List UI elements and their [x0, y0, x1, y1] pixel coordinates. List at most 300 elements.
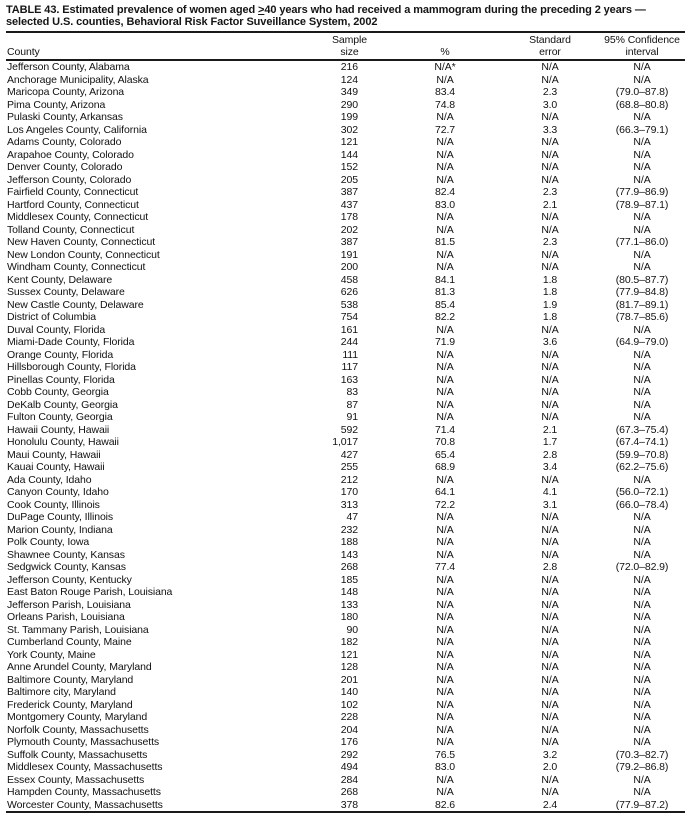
table-title — [6, 5, 685, 28]
table-row — [6, 699, 685, 712]
standard-error-cell: N/A — [541, 73, 559, 86]
percent-cell: 81.3 — [434, 286, 456, 298]
county-cell: Shawnee County, Kansas — [7, 548, 125, 561]
title-line1-part1: TABLE 43. Estimated prevalence of women aged — [6, 4, 259, 16]
standard-error-cell: 2.1 — [542, 198, 558, 211]
county-cell: Arapahoe County, Colorado — [7, 148, 134, 161]
table-row — [6, 386, 685, 399]
standard-error-cell: N/A — [541, 473, 559, 486]
standard-error-cell: N/A — [541, 223, 559, 236]
sample-size-cell: 83 — [346, 386, 358, 398]
table-body — [6, 60, 685, 812]
sample-size-cell: 178 — [340, 211, 358, 223]
county-cell: Cobb County, Georgia — [7, 386, 109, 398]
county-cell: Miami-Dade County, Florida — [7, 336, 135, 348]
confidence-interval-column-header — [599, 32, 685, 60]
standard-error-cell: 3.1 — [542, 498, 558, 511]
percent-cell: N/A — [436, 586, 454, 598]
standard-error-cell: N/A — [541, 623, 559, 636]
sample-size-cell: 592 — [340, 423, 358, 436]
confidence-interval-cell: N/A — [633, 361, 651, 373]
percent-cell: N/A — [436, 111, 454, 123]
percent-cell: N/A — [436, 611, 454, 623]
standard-error-cell: N/A — [541, 636, 559, 648]
sample-size-cell: 284 — [340, 773, 358, 786]
sample-size-cell: 458 — [340, 273, 358, 286]
table-row — [6, 399, 685, 412]
confidence-interval-cell: N/A — [633, 386, 651, 398]
table-row — [6, 611, 685, 624]
standard-error-cell: N/A — [541, 698, 559, 711]
standard-error-cell: N/A — [541, 536, 559, 548]
county-cell: Anne Arundel County, Maryland — [7, 661, 152, 673]
table-header — [6, 32, 685, 60]
percent-cell: N/A — [436, 711, 454, 723]
confidence-interval-cell: (78.9–87.1) — [615, 198, 669, 211]
county-cell: Fairfield County, Connecticut — [7, 186, 139, 198]
county-cell: New London County, Connecticut — [7, 248, 160, 261]
table-row — [6, 461, 685, 474]
standard-error-cell: 3.2 — [542, 748, 558, 761]
sample-size-cell: 91 — [346, 411, 358, 423]
sample-header-line2: size — [340, 45, 359, 58]
standard-error-cell: 1.8 — [542, 311, 558, 323]
table-row — [6, 761, 685, 774]
table-row — [6, 549, 685, 562]
percent-cell: 77.4 — [434, 561, 456, 573]
confidence-interval-cell: (67.3–75.4) — [615, 423, 669, 436]
percent-cell: N/A — [436, 636, 454, 648]
table-row — [6, 211, 685, 224]
standard-error-cell: N/A — [541, 361, 559, 373]
county-cell: Suffolk County, Massachusetts — [7, 748, 148, 761]
standard-error-cell: N/A — [541, 211, 559, 223]
percent-cell: 72.7 — [434, 123, 456, 136]
county-cell: Jefferson County, Alabama — [7, 61, 130, 73]
confidence-interval-cell: N/A — [633, 661, 651, 673]
sample-size-cell: 128 — [340, 661, 358, 673]
percent-cell: N/A — [436, 136, 454, 148]
county-cell: Hartford County, Connecticut — [7, 198, 139, 211]
sample-size-cell: 117 — [341, 361, 358, 373]
table-row — [6, 786, 685, 799]
percent-cell: N/A — [436, 373, 454, 386]
county-cell: Hawaii County, Hawaii — [7, 423, 110, 436]
sample-size-cell: 121 — [340, 648, 358, 661]
sample-size-cell: 170 — [340, 486, 358, 498]
percent-cell: N/A — [436, 161, 454, 173]
table-row — [6, 60, 685, 74]
percent-cell: 65.4 — [434, 448, 456, 461]
county-cell: Jefferson County, Colorado — [7, 173, 132, 186]
sample-size-cell: 212 — [340, 473, 358, 486]
county-cell: Frederick County, Maryland — [7, 698, 133, 711]
table-row — [6, 236, 685, 249]
percent-cell: N/A — [436, 511, 454, 523]
confidence-interval-cell: N/A — [633, 536, 651, 548]
sample-size-cell: 313 — [340, 498, 358, 511]
table-row — [6, 736, 685, 749]
confidence-interval-cell: N/A — [633, 473, 651, 486]
sample-size-cell: 626 — [340, 286, 358, 298]
table-row — [6, 336, 685, 349]
percent-cell: N/A — [436, 786, 454, 798]
sample-size-cell: 176 — [340, 736, 358, 748]
county-cell: Middlesex County, Connecticut — [7, 211, 149, 223]
confidence-interval-cell: (77.9–84.8) — [615, 286, 669, 298]
percent-cell: 72.2 — [434, 498, 456, 511]
county-cell: Fulton County, Georgia — [7, 411, 113, 423]
standard-error-cell: N/A — [541, 61, 559, 73]
percent-cell: 85.4 — [434, 298, 456, 311]
table-row — [6, 286, 685, 299]
confidence-interval-cell: N/A — [633, 511, 651, 523]
percent-cell: N/A — [436, 173, 454, 186]
standard-error-cell: N/A — [541, 398, 559, 411]
county-cell: Maui County, Hawaii — [7, 448, 101, 461]
percent-cell: N/A — [436, 398, 454, 411]
percent-cell: 84.1 — [434, 273, 456, 286]
standard-error-cell: 3.4 — [542, 461, 558, 473]
table-row — [6, 149, 685, 162]
header-row — [6, 32, 685, 60]
standard-error-cell: N/A — [541, 523, 559, 536]
standard-error-cell: 3.0 — [542, 98, 558, 111]
sample-size-cell: 111 — [342, 348, 358, 361]
standard-error-cell: N/A — [541, 586, 559, 598]
confidence-interval-cell: (56.0–72.1) — [615, 486, 669, 498]
standard-error-cell: 1.7 — [542, 436, 558, 448]
sample-size-cell: 199 — [340, 111, 358, 123]
table-row — [6, 86, 685, 99]
county-cell: Marion County, Indiana — [7, 523, 113, 536]
table-row — [6, 324, 685, 337]
standard-error-cell: 2.3 — [542, 236, 558, 248]
table-row — [6, 574, 685, 587]
table-row — [6, 511, 685, 524]
county-cell: Adams County, Colorado — [7, 136, 122, 148]
table-row — [6, 436, 685, 449]
table-row — [6, 111, 685, 124]
sample-size-cell: 121 — [340, 136, 358, 148]
standard-error-cell: N/A — [541, 673, 559, 686]
sample-size-cell: 754 — [340, 311, 358, 323]
table-row — [6, 774, 685, 787]
table-row — [6, 74, 685, 87]
confidence-interval-cell: N/A — [633, 598, 651, 611]
county-cell: Hampden County, Massachusetts — [7, 786, 161, 798]
sample-size-cell: 47 — [346, 511, 358, 523]
confidence-interval-cell: N/A — [633, 636, 651, 648]
sample-size-cell: 268 — [340, 786, 358, 798]
confidence-interval-cell: N/A — [633, 698, 651, 711]
table-row — [6, 624, 685, 637]
table-row — [6, 499, 685, 512]
confidence-interval-cell: N/A — [633, 611, 651, 623]
se-header-line2: error — [539, 45, 561, 58]
table-row — [6, 361, 685, 374]
percent-cell: 83.0 — [434, 761, 456, 773]
ci-header-line2: interval — [625, 45, 659, 58]
percent-cell: N/A — [436, 361, 454, 373]
percent-cell: N/A — [436, 73, 454, 86]
standard-error-cell: 1.9 — [542, 298, 558, 311]
confidence-interval-cell: (67.4–74.1) — [615, 436, 669, 448]
standard-error-cell: N/A — [541, 173, 559, 186]
table-row — [6, 661, 685, 674]
standard-error-cell: 4.1 — [542, 486, 558, 498]
confidence-interval-cell: (81.7–89.1) — [615, 298, 669, 311]
sample-size-cell: 202 — [340, 223, 358, 236]
county-cell: Polk County, Iowa — [7, 536, 90, 548]
standard-error-cell: 2.1 — [542, 423, 558, 436]
confidence-interval-cell: N/A — [633, 586, 651, 598]
percent-cell: 68.9 — [434, 461, 456, 473]
sample-size-cell: 144 — [340, 148, 358, 161]
county-cell: Sussex County, Delaware — [7, 286, 125, 298]
confidence-interval-cell: N/A — [633, 111, 651, 123]
confidence-interval-cell: N/A — [633, 786, 651, 798]
county-cell: Pulaski County, Arkansas — [7, 111, 123, 123]
confidence-interval-cell: N/A — [633, 348, 651, 361]
confidence-interval-cell: N/A — [633, 773, 651, 786]
table-row — [6, 674, 685, 687]
county-cell: Plymouth County, Massachusetts — [7, 736, 160, 748]
prevalence-table — [6, 31, 685, 813]
confidence-interval-cell: (70.3–82.7) — [615, 748, 669, 761]
table-row — [6, 186, 685, 199]
sample-size-cell: 143 — [340, 548, 358, 561]
confidence-interval-cell: (66.3–79.1) — [615, 123, 669, 136]
confidence-interval-cell: N/A — [633, 148, 651, 161]
confidence-interval-cell: N/A — [633, 711, 651, 723]
table-row — [6, 586, 685, 599]
percent-cell: 76.5 — [434, 748, 456, 761]
confidence-interval-cell: (68.8–80.8) — [615, 98, 669, 111]
county-cell: Denver County, Colorado — [7, 161, 123, 173]
percent-cell: N/A — [436, 648, 454, 661]
county-cell: St. Tammany Parish, Louisiana — [7, 623, 149, 636]
table-row — [6, 561, 685, 574]
county-cell: Los Angeles County, California — [7, 123, 147, 136]
sample-size-cell: 124 — [340, 73, 358, 86]
confidence-interval-cell: (72.0–82.9) — [615, 561, 669, 573]
standard-error-cell: 3.6 — [542, 336, 558, 348]
sample-size-cell: 102 — [340, 698, 358, 711]
sample-size-cell: 163 — [340, 373, 358, 386]
standard-error-cell: N/A — [541, 648, 559, 661]
sample-size-cell: 204 — [340, 723, 358, 736]
county-cell: Jefferson County, Kentucky — [7, 573, 132, 586]
percent-cell: N/A — [436, 698, 454, 711]
county-cell: Pima County, Arizona — [7, 98, 106, 111]
confidence-interval-cell: N/A — [633, 248, 651, 261]
percent-cell: N/A — [436, 723, 454, 736]
sample-size-cell: 494 — [340, 761, 358, 773]
percent-cell: N/A — [436, 548, 454, 561]
standard-error-cell: 2.3 — [542, 86, 558, 98]
percent-cell: 70.8 — [434, 436, 456, 448]
table-row — [6, 536, 685, 549]
percent-cell: N/A — [436, 523, 454, 536]
county-cell: Middlesex County, Massachusetts — [7, 761, 163, 773]
table-row — [6, 686, 685, 699]
standard-error-cell: 2.3 — [542, 186, 558, 198]
standard-error-cell: N/A — [541, 611, 559, 623]
confidence-interval-cell: (79.0–87.8) — [615, 86, 669, 98]
sample-header-line1: Sample — [331, 34, 367, 46]
standard-error-cell: N/A — [541, 711, 559, 723]
county-cell: Orange County, Florida — [7, 348, 114, 361]
confidence-interval-cell: N/A — [633, 73, 651, 86]
sample-size-cell: 387 — [340, 236, 358, 248]
county-cell: Windham County, Connecticut — [7, 261, 146, 273]
county-cell: Kauai County, Hawaii — [7, 461, 105, 473]
ci-header-line1: 95% Confidence — [604, 34, 680, 46]
county-cell: DeKalb County, Georgia — [7, 398, 118, 411]
standard-error-cell: N/A — [541, 661, 559, 673]
geq-symbol: > — [258, 4, 265, 16]
percent-cell: 82.2 — [434, 311, 456, 323]
standard-error-cell: N/A — [541, 736, 559, 748]
county-cell: Cumberland County, Maine — [7, 636, 132, 648]
table-row — [6, 99, 685, 112]
percent-cell: 71.9 — [434, 336, 456, 348]
table-row — [6, 261, 685, 274]
county-cell: Duval County, Florida — [7, 323, 106, 336]
standard-error-cell: N/A — [541, 161, 559, 173]
table-row — [6, 199, 685, 212]
standard-error-cell: 2.4 — [542, 798, 558, 811]
table-row — [6, 224, 685, 237]
county-column-header — [6, 32, 310, 60]
percent-cell: 64.1 — [434, 486, 456, 498]
county-cell: Montgomery County, Maryland — [7, 711, 148, 723]
confidence-interval-cell: N/A — [633, 373, 651, 386]
confidence-interval-cell: (80.5–87.7) — [615, 273, 669, 286]
sample-size-cell: 387 — [340, 186, 358, 198]
sample-size-cell: 216 — [340, 61, 358, 73]
percent-cell: N/A — [436, 148, 454, 161]
confidence-interval-cell: N/A — [633, 411, 651, 423]
confidence-interval-cell: N/A — [633, 323, 651, 336]
sample-size-cell: 205 — [340, 173, 358, 186]
standard-error-cell: 3.3 — [542, 123, 558, 136]
sample-size-cell: 437 — [340, 198, 358, 211]
county-header-label: County — [7, 45, 40, 58]
percent-cell: N/A — [436, 323, 454, 336]
county-cell: Honolulu County, Hawaii — [7, 436, 119, 448]
percent-cell: N/A — [436, 673, 454, 686]
percent-cell: 74.8 — [434, 98, 456, 111]
confidence-interval-cell: N/A — [633, 673, 651, 686]
county-cell: Essex County, Massachusetts — [7, 773, 145, 786]
percent-cell: N/A — [436, 211, 454, 223]
standard-error-cell: N/A — [541, 686, 559, 698]
standard-error-cell: 1.8 — [542, 273, 558, 286]
confidence-interval-cell: N/A — [633, 161, 651, 173]
percent-cell: 83.4 — [434, 86, 456, 98]
percent-cell: N/A — [436, 223, 454, 236]
table-row — [6, 749, 685, 762]
sample-size-cell: 185 — [340, 573, 358, 586]
sample-size-cell: 268 — [340, 561, 358, 573]
confidence-interval-cell: N/A — [633, 211, 651, 223]
confidence-interval-cell: N/A — [633, 523, 651, 536]
sample-size-cell: 302 — [340, 123, 358, 136]
percent-cell: N/A — [436, 536, 454, 548]
county-cell: District of Columbia — [7, 311, 97, 323]
county-cell: Baltimore city, Maryland — [7, 686, 116, 698]
percent-cell: N/A — [436, 411, 454, 423]
county-cell: Sedgwick County, Kansas — [7, 561, 126, 573]
confidence-interval-cell: N/A — [633, 223, 651, 236]
standard-error-column-header — [501, 32, 599, 60]
confidence-interval-cell: N/A — [633, 723, 651, 736]
percent-cell: N/A — [436, 736, 454, 748]
title-line2: selected U.S. counties, Behavioral Risk Factor Suveillance System, 2002 — [6, 15, 378, 28]
standard-error-cell: N/A — [541, 773, 559, 786]
sample-size-cell: 180 — [340, 611, 358, 623]
sample-size-cell: 349 — [340, 86, 358, 98]
table-row — [6, 424, 685, 437]
table-row — [6, 374, 685, 387]
percent-cell: 71.4 — [434, 423, 456, 436]
sample-size-cell: 182 — [340, 636, 358, 648]
sample-size-cell: 378 — [340, 798, 358, 811]
percent-cell: N/A — [436, 623, 454, 636]
county-cell: Hillsborough County, Florida — [7, 361, 136, 373]
title-line1-part2: 40 years who had received a mammogram during the preceding 2 years — — [264, 4, 646, 16]
standard-error-cell: N/A — [541, 411, 559, 423]
county-cell: East Baton Rouge Parish, Louisiana — [7, 586, 173, 598]
table-row — [6, 249, 685, 262]
sample-size-column-header — [310, 32, 389, 60]
percent-cell: N/A — [436, 773, 454, 786]
sample-size-cell: 191 — [340, 248, 358, 261]
sample-size-cell: 1,017 — [332, 436, 358, 448]
standard-error-cell: N/A — [541, 386, 559, 398]
table-row — [6, 486, 685, 499]
county-cell: Norfolk County, Massachusetts — [7, 723, 149, 736]
confidence-interval-cell: (79.2–86.8) — [615, 761, 669, 773]
table-row — [6, 724, 685, 737]
table-row — [6, 799, 685, 813]
table-row — [6, 161, 685, 174]
table-row — [6, 311, 685, 324]
sample-size-cell: 232 — [340, 523, 358, 536]
county-cell: Tolland County, Connecticut — [7, 223, 135, 236]
sample-size-cell: 228 — [340, 711, 358, 723]
confidence-interval-cell: N/A — [633, 136, 651, 148]
confidence-interval-cell: N/A — [633, 648, 651, 661]
confidence-interval-cell: N/A — [633, 173, 651, 186]
confidence-interval-cell: (78.7–85.6) — [615, 311, 669, 323]
sample-size-cell: 538 — [340, 298, 358, 311]
standard-error-cell: 2.8 — [542, 448, 558, 461]
confidence-interval-cell: (77.1–86.0) — [615, 236, 669, 248]
standard-error-cell: N/A — [541, 723, 559, 736]
standard-error-cell: N/A — [541, 323, 559, 336]
sample-size-cell: 148 — [340, 586, 358, 598]
standard-error-cell: N/A — [541, 261, 559, 273]
sample-size-cell: 290 — [340, 98, 358, 111]
percent-cell: N/A — [436, 348, 454, 361]
percent-cell: 82.6 — [434, 798, 456, 811]
standard-error-cell: N/A — [541, 136, 559, 148]
confidence-interval-cell: (64.9–79.0) — [615, 336, 669, 348]
county-cell: Baltimore County, Maryland — [7, 673, 134, 686]
